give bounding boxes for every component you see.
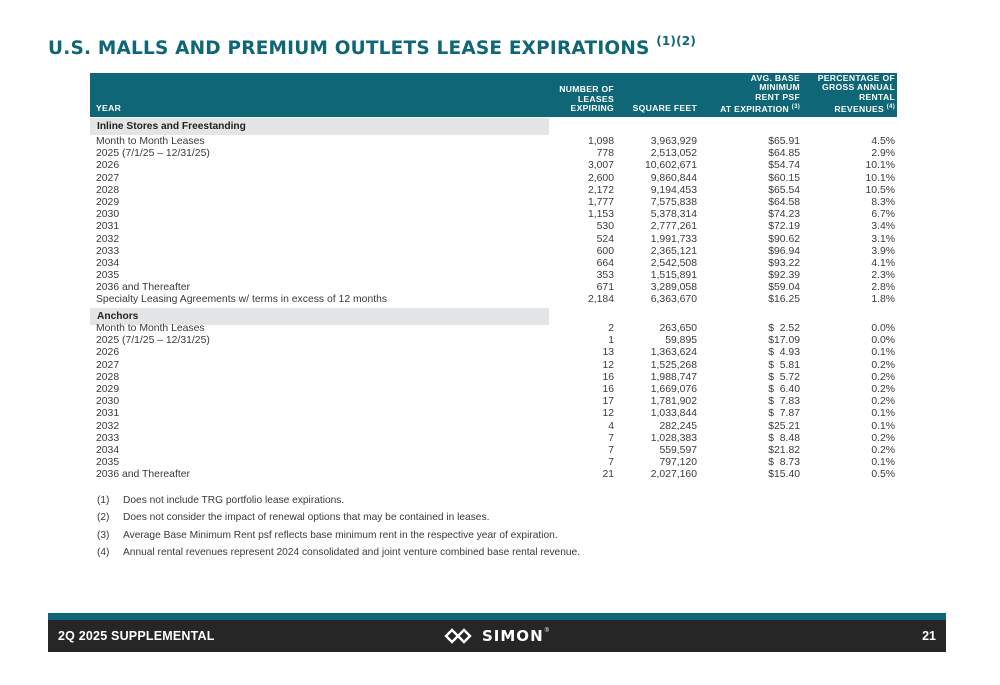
row-label: 2035 [96, 457, 120, 469]
row-leases-expiring: 353 [596, 270, 614, 282]
header-avg-rent: AVG. BASE MINIMUM RENT PSF AT EXPIRATION $^{(3)}$ [720, 72, 800, 114]
row-label: 2034 [96, 257, 120, 269]
row-label: 2030 [96, 209, 120, 221]
row-avg-rent: $92.39 [768, 270, 800, 282]
header-pct-revenue: PERCENTAGE OF GROSS ANNUAL RENTAL REVENUES $^{(4)}$ [817, 72, 895, 114]
row-pct-revenue: 4.5% [871, 136, 895, 147]
table-row [90, 173, 897, 185]
row-leases-expiring: 17 [602, 396, 614, 408]
table-row [90, 323, 897, 335]
row-avg-rent: $16.25 [768, 294, 800, 306]
footnote-text: Average Base Minimum Rent psf reflects base minimum rent in the respective year of expiration. [123, 529, 558, 541]
row-square-feet: 1,515,891 [650, 270, 697, 282]
table-row [90, 282, 897, 294]
table-row [90, 433, 897, 445]
row-avg-rent: $ 8.73 [768, 457, 800, 469]
row-square-feet: 1,033,844 [650, 408, 697, 420]
row-avg-rent: $93.22 [768, 257, 800, 269]
footnote [97, 512, 897, 529]
row-square-feet: 1,988,747 [650, 371, 697, 383]
title-text: U.S. MALLS AND PREMIUM OUTLETS LEASE EXPIRATIONS [48, 38, 650, 60]
row-leases-expiring: 4 [608, 420, 614, 432]
row-square-feet: 2,365,121 [650, 245, 697, 257]
row-avg-rent: $ 6.40 [768, 383, 800, 395]
table-row [90, 457, 897, 469]
row-pct-revenue: 10.1% [865, 172, 895, 184]
row-square-feet: 1,028,383 [650, 432, 697, 444]
row-pct-revenue: 1.8% [871, 294, 895, 306]
row-pct-revenue: 2.8% [871, 282, 895, 294]
row-pct-revenue: 3.9% [871, 245, 895, 257]
row-square-feet: 2,027,160 [650, 469, 697, 481]
table-row [90, 258, 897, 270]
title-footnote-refs: (1)(2) [656, 34, 697, 48]
row-square-feet: 2,513,052 [650, 148, 697, 160]
table-row [90, 197, 897, 209]
footer-report-label: 2Q 2025 SUPPLEMENTAL [58, 629, 215, 643]
row-label: 2028 [96, 371, 120, 383]
table-row [90, 270, 897, 282]
footer-bar [48, 620, 946, 652]
header-leases: NUMBER OF LEASES EXPIRING [559, 84, 614, 114]
row-label: 2036 and Thereafter [96, 469, 190, 481]
simon-logo-mark-icon [444, 628, 478, 644]
row-pct-revenue: 8.3% [871, 196, 895, 208]
footnote-number: (4) [97, 546, 110, 558]
row-square-feet: 1,363,624 [650, 347, 697, 359]
footnote-text: Annual rental revenues represent 2024 consolidated and joint venture combined base rental revenue. [123, 546, 581, 558]
row-avg-rent: $ 7.83 [768, 396, 800, 408]
table-row [90, 408, 897, 420]
simon-logo [444, 628, 549, 644]
row-label: 2027 [96, 359, 120, 371]
row-leases-expiring: 1,098 [587, 136, 614, 147]
row-label: 2032 [96, 233, 120, 245]
row-square-feet: 2,542,508 [650, 257, 697, 269]
section-rows-anchors [90, 323, 897, 481]
row-label: 2026 [96, 347, 120, 359]
row-label: 2031 [96, 408, 120, 420]
row-label: 2035 [96, 270, 120, 282]
row-pct-revenue: 4.1% [871, 257, 895, 269]
table-row [90, 469, 897, 481]
row-label: 2033 [96, 245, 120, 257]
footnote-number: (3) [97, 529, 110, 541]
row-leases-expiring: 600 [596, 245, 614, 257]
row-avg-rent: $74.23 [768, 209, 800, 221]
row-avg-rent: $90.62 [768, 233, 800, 245]
row-pct-revenue: 0.1% [871, 347, 895, 359]
footer-accent-stripe [48, 613, 946, 620]
registered-mark: ® [544, 628, 550, 634]
row-label: 2025 (7/1/25 – 12/31/25) [96, 148, 210, 160]
header-square-feet: SQUARE FEET [632, 103, 697, 114]
table-row [90, 384, 897, 396]
row-label: Month to Month Leases [96, 136, 205, 147]
table-row [90, 234, 897, 246]
row-leases-expiring: 2,600 [587, 172, 614, 184]
row-label: 2028 [96, 184, 120, 196]
row-square-feet: 282,245 [659, 420, 697, 432]
section-header-inline: Inline Stores and Freestanding [90, 118, 549, 135]
row-label: 2030 [96, 396, 120, 408]
row-pct-revenue: 0.5% [871, 469, 895, 481]
row-leases-expiring: 664 [596, 257, 614, 269]
row-leases-expiring: 778 [596, 148, 614, 160]
row-pct-revenue: 0.1% [871, 457, 895, 469]
footnote-text: Does not include TRG portfolio lease expirations. [123, 495, 345, 506]
row-pct-revenue: 0.0% [871, 323, 895, 334]
row-pct-revenue: 3.1% [871, 233, 895, 245]
row-leases-expiring: 2,172 [587, 184, 614, 196]
table-row [90, 246, 897, 258]
row-pct-revenue: 0.2% [871, 396, 895, 408]
row-square-feet: 3,963,929 [650, 136, 697, 147]
row-avg-rent: $65.91 [768, 136, 800, 147]
table-row [90, 221, 897, 233]
row-pct-revenue: 2.9% [871, 148, 895, 160]
row-label: 2033 [96, 432, 120, 444]
row-square-feet: 1,991,733 [650, 233, 697, 245]
row-square-feet: 2,777,261 [650, 221, 697, 233]
footnote [97, 547, 897, 564]
row-avg-rent: $17.09 [768, 335, 800, 347]
row-label: Month to Month Leases [96, 323, 205, 334]
row-square-feet: 3,289,058 [650, 282, 697, 294]
table-row [90, 347, 897, 359]
row-label: 2036 and Thereafter [96, 282, 190, 294]
row-avg-rent: $54.74 [768, 160, 800, 172]
row-pct-revenue: 0.1% [871, 420, 895, 432]
row-square-feet: 1,669,076 [650, 383, 697, 395]
row-leases-expiring: 530 [596, 221, 614, 233]
row-label: 2027 [96, 172, 120, 184]
row-leases-expiring: 12 [602, 359, 614, 371]
table-row [90, 294, 897, 306]
row-leases-expiring: 2 [608, 323, 614, 334]
row-leases-expiring: 12 [602, 408, 614, 420]
row-avg-rent: $72.19 [768, 221, 800, 233]
simon-logo-text: SIMON [482, 627, 544, 645]
table-header [90, 73, 897, 117]
row-avg-rent: $64.58 [768, 196, 800, 208]
row-square-feet: 6,363,670 [650, 294, 697, 306]
row-square-feet: 1,525,268 [650, 359, 697, 371]
row-leases-expiring: 524 [596, 233, 614, 245]
row-leases-expiring: 1,777 [587, 196, 614, 208]
row-pct-revenue: 0.1% [871, 408, 895, 420]
row-square-feet: 559,597 [659, 444, 697, 456]
row-avg-rent: $59.04 [768, 282, 800, 294]
row-avg-rent: $64.85 [768, 148, 800, 160]
row-label: 2025 (7/1/25 – 12/31/25) [96, 335, 210, 347]
row-leases-expiring: 3,007 [587, 160, 614, 172]
table-row [90, 421, 897, 433]
section-rows-inline [90, 136, 897, 307]
row-label: 2029 [96, 196, 120, 208]
row-leases-expiring: 1,153 [587, 209, 614, 221]
table-row [90, 335, 897, 347]
row-avg-rent: $60.15 [768, 172, 800, 184]
row-square-feet: 263,650 [659, 323, 697, 334]
row-label: 2029 [96, 383, 120, 395]
row-leases-expiring: 13 [602, 347, 614, 359]
row-square-feet: 5,378,314 [650, 209, 697, 221]
row-pct-revenue: 3.4% [871, 221, 895, 233]
row-avg-rent: $ 8.48 [768, 432, 800, 444]
table-row [90, 160, 897, 172]
table-row [90, 185, 897, 197]
row-label: 2034 [96, 444, 120, 456]
page-number: 21 [922, 629, 936, 643]
row-pct-revenue: 6.7% [871, 209, 895, 221]
row-leases-expiring: 7 [608, 432, 614, 444]
row-square-feet: 9,194,453 [650, 184, 697, 196]
footnote-text: Does not consider the impact of renewal options that may be contained in leases. [123, 512, 490, 524]
row-pct-revenue: 0.2% [871, 444, 895, 456]
row-leases-expiring: 16 [602, 383, 614, 395]
row-pct-revenue: 0.2% [871, 371, 895, 383]
row-leases-expiring: 7 [608, 444, 614, 456]
row-avg-rent: $96.94 [768, 245, 800, 257]
row-pct-revenue: 0.2% [871, 359, 895, 371]
table-row [90, 136, 897, 148]
footnote [97, 495, 897, 512]
row-pct-revenue: 2.3% [871, 270, 895, 282]
row-square-feet: 797,120 [659, 457, 697, 469]
row-avg-rent: $ 5.72 [768, 371, 800, 383]
row-pct-revenue: 10.1% [865, 160, 895, 172]
row-leases-expiring: 7 [608, 457, 614, 469]
footnotes [97, 495, 897, 564]
row-label: 2031 [96, 221, 120, 233]
table-row [90, 360, 897, 372]
table-row [90, 396, 897, 408]
row-avg-rent: $21.82 [768, 444, 800, 456]
row-avg-rent: $65.54 [768, 184, 800, 196]
row-pct-revenue: 0.2% [871, 432, 895, 444]
row-avg-rent: $ 7.87 [768, 408, 800, 420]
row-leases-expiring: 1 [608, 335, 614, 347]
row-label: 2032 [96, 420, 120, 432]
row-leases-expiring: 21 [602, 469, 614, 481]
footnote-number: (1) [97, 495, 110, 506]
row-avg-rent: $ 2.52 [768, 323, 800, 334]
row-avg-rent: $ 5.81 [768, 359, 800, 371]
row-pct-revenue: 0.0% [871, 335, 895, 347]
row-avg-rent: $ 4.93 [768, 347, 800, 359]
row-leases-expiring: 671 [596, 282, 614, 294]
row-label: 2026 [96, 160, 120, 172]
row-pct-revenue: 10.5% [865, 184, 895, 196]
row-leases-expiring: 2,184 [587, 294, 614, 306]
footnote-number: (2) [97, 512, 110, 524]
row-label: Specialty Leasing Agreements w/ terms in excess of 12 months [96, 294, 388, 306]
table-row [90, 148, 897, 160]
table-row [90, 209, 897, 221]
table-row [90, 372, 897, 384]
row-avg-rent: $25.21 [768, 420, 800, 432]
row-square-feet: 9,860,844 [650, 172, 697, 184]
row-square-feet: 1,781,902 [650, 396, 697, 408]
row-pct-revenue: 0.2% [871, 383, 895, 395]
row-square-feet: 10,602,671 [644, 160, 697, 172]
row-leases-expiring: 16 [602, 371, 614, 383]
row-square-feet: 59,895 [665, 335, 697, 347]
row-avg-rent: $15.40 [768, 469, 800, 481]
row-square-feet: 7,575,838 [650, 196, 697, 208]
footnote [97, 530, 897, 547]
page-title [48, 36, 696, 59]
section-header-anchors: Anchors [90, 308, 549, 325]
header-year: YEAR [96, 103, 122, 114]
table-row [90, 445, 897, 457]
